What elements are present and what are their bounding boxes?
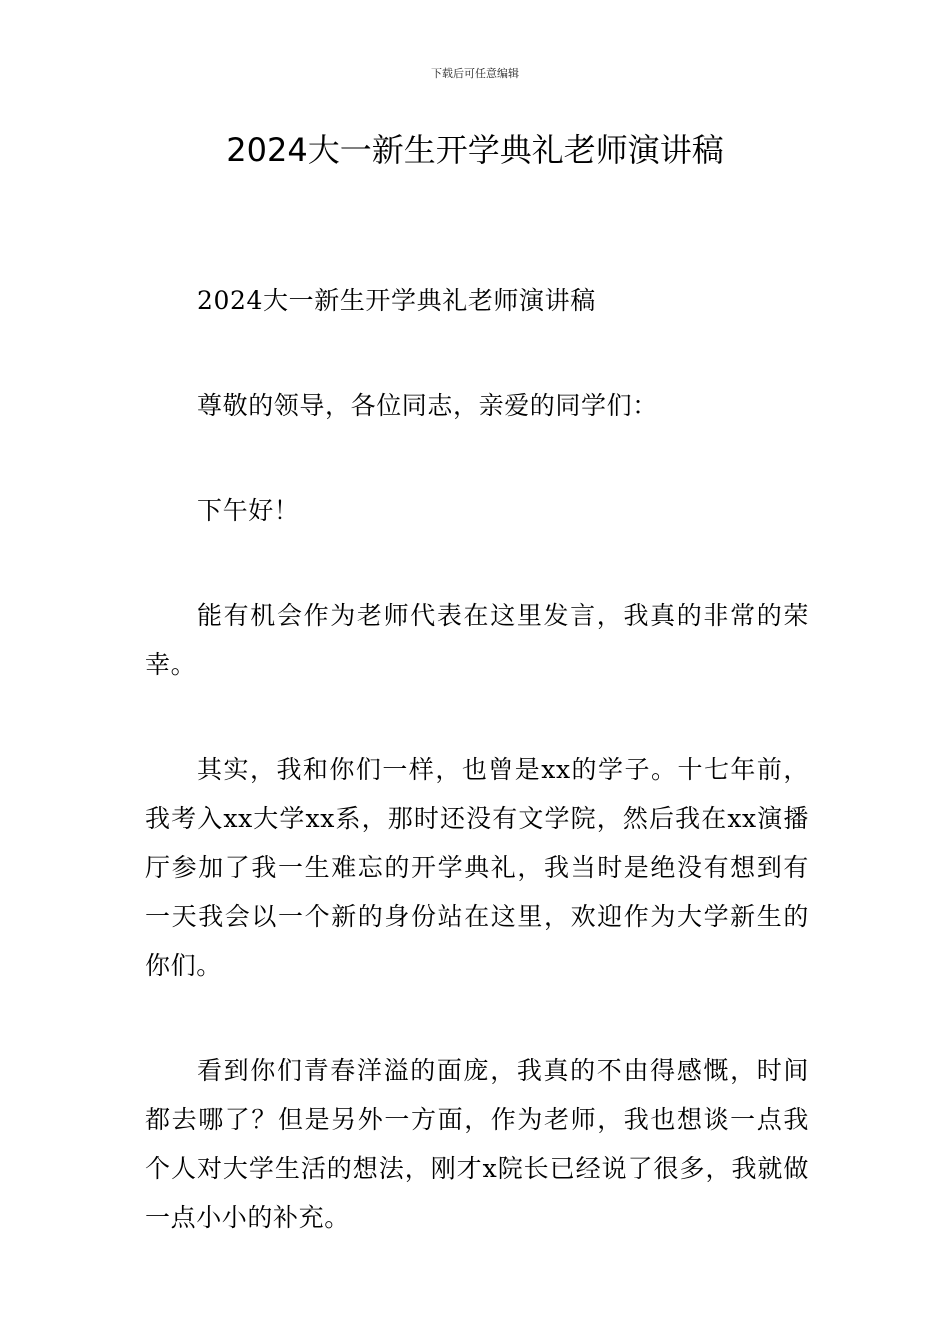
paragraph-background: 其实，我和你们一样，也曾是xx的学子。十七年前，我考入xx大学xx系，那时还没有文学院，然后我在xx演播厅参加了我一生难忘的开学典礼，我当时是绝没有想到有一天我会以一个新的身份站在这里，欢迎作为大学新生的你们。 (145, 755, 809, 980)
document-body (145, 276, 809, 1298)
paragraph-salutation: 尊敬的领导，各位同志，亲爱的同学们： (197, 391, 658, 420)
paragraph-honor: 能有机会作为老师代表在这里发言，我真的非常的荣幸。 (145, 601, 809, 679)
paragraph-greeting: 下午好！ (197, 496, 300, 525)
document-title: 2024大一新生开学典礼老师演讲稿 (226, 131, 724, 169)
header-note: 下载后可任意编辑 (431, 67, 519, 80)
paragraph-reflection: 看到你们青春洋溢的面庞，我真的不由得感慨，时间都去哪了？但是另外一方面，作为老师，我也想谈一点我个人对大学生活的想法，刚才x院长已经说了很多，我就做一点小小的补充。 (145, 1056, 809, 1232)
paragraph-subtitle: 2024大一新生开学典礼老师演讲稿 (197, 286, 596, 315)
